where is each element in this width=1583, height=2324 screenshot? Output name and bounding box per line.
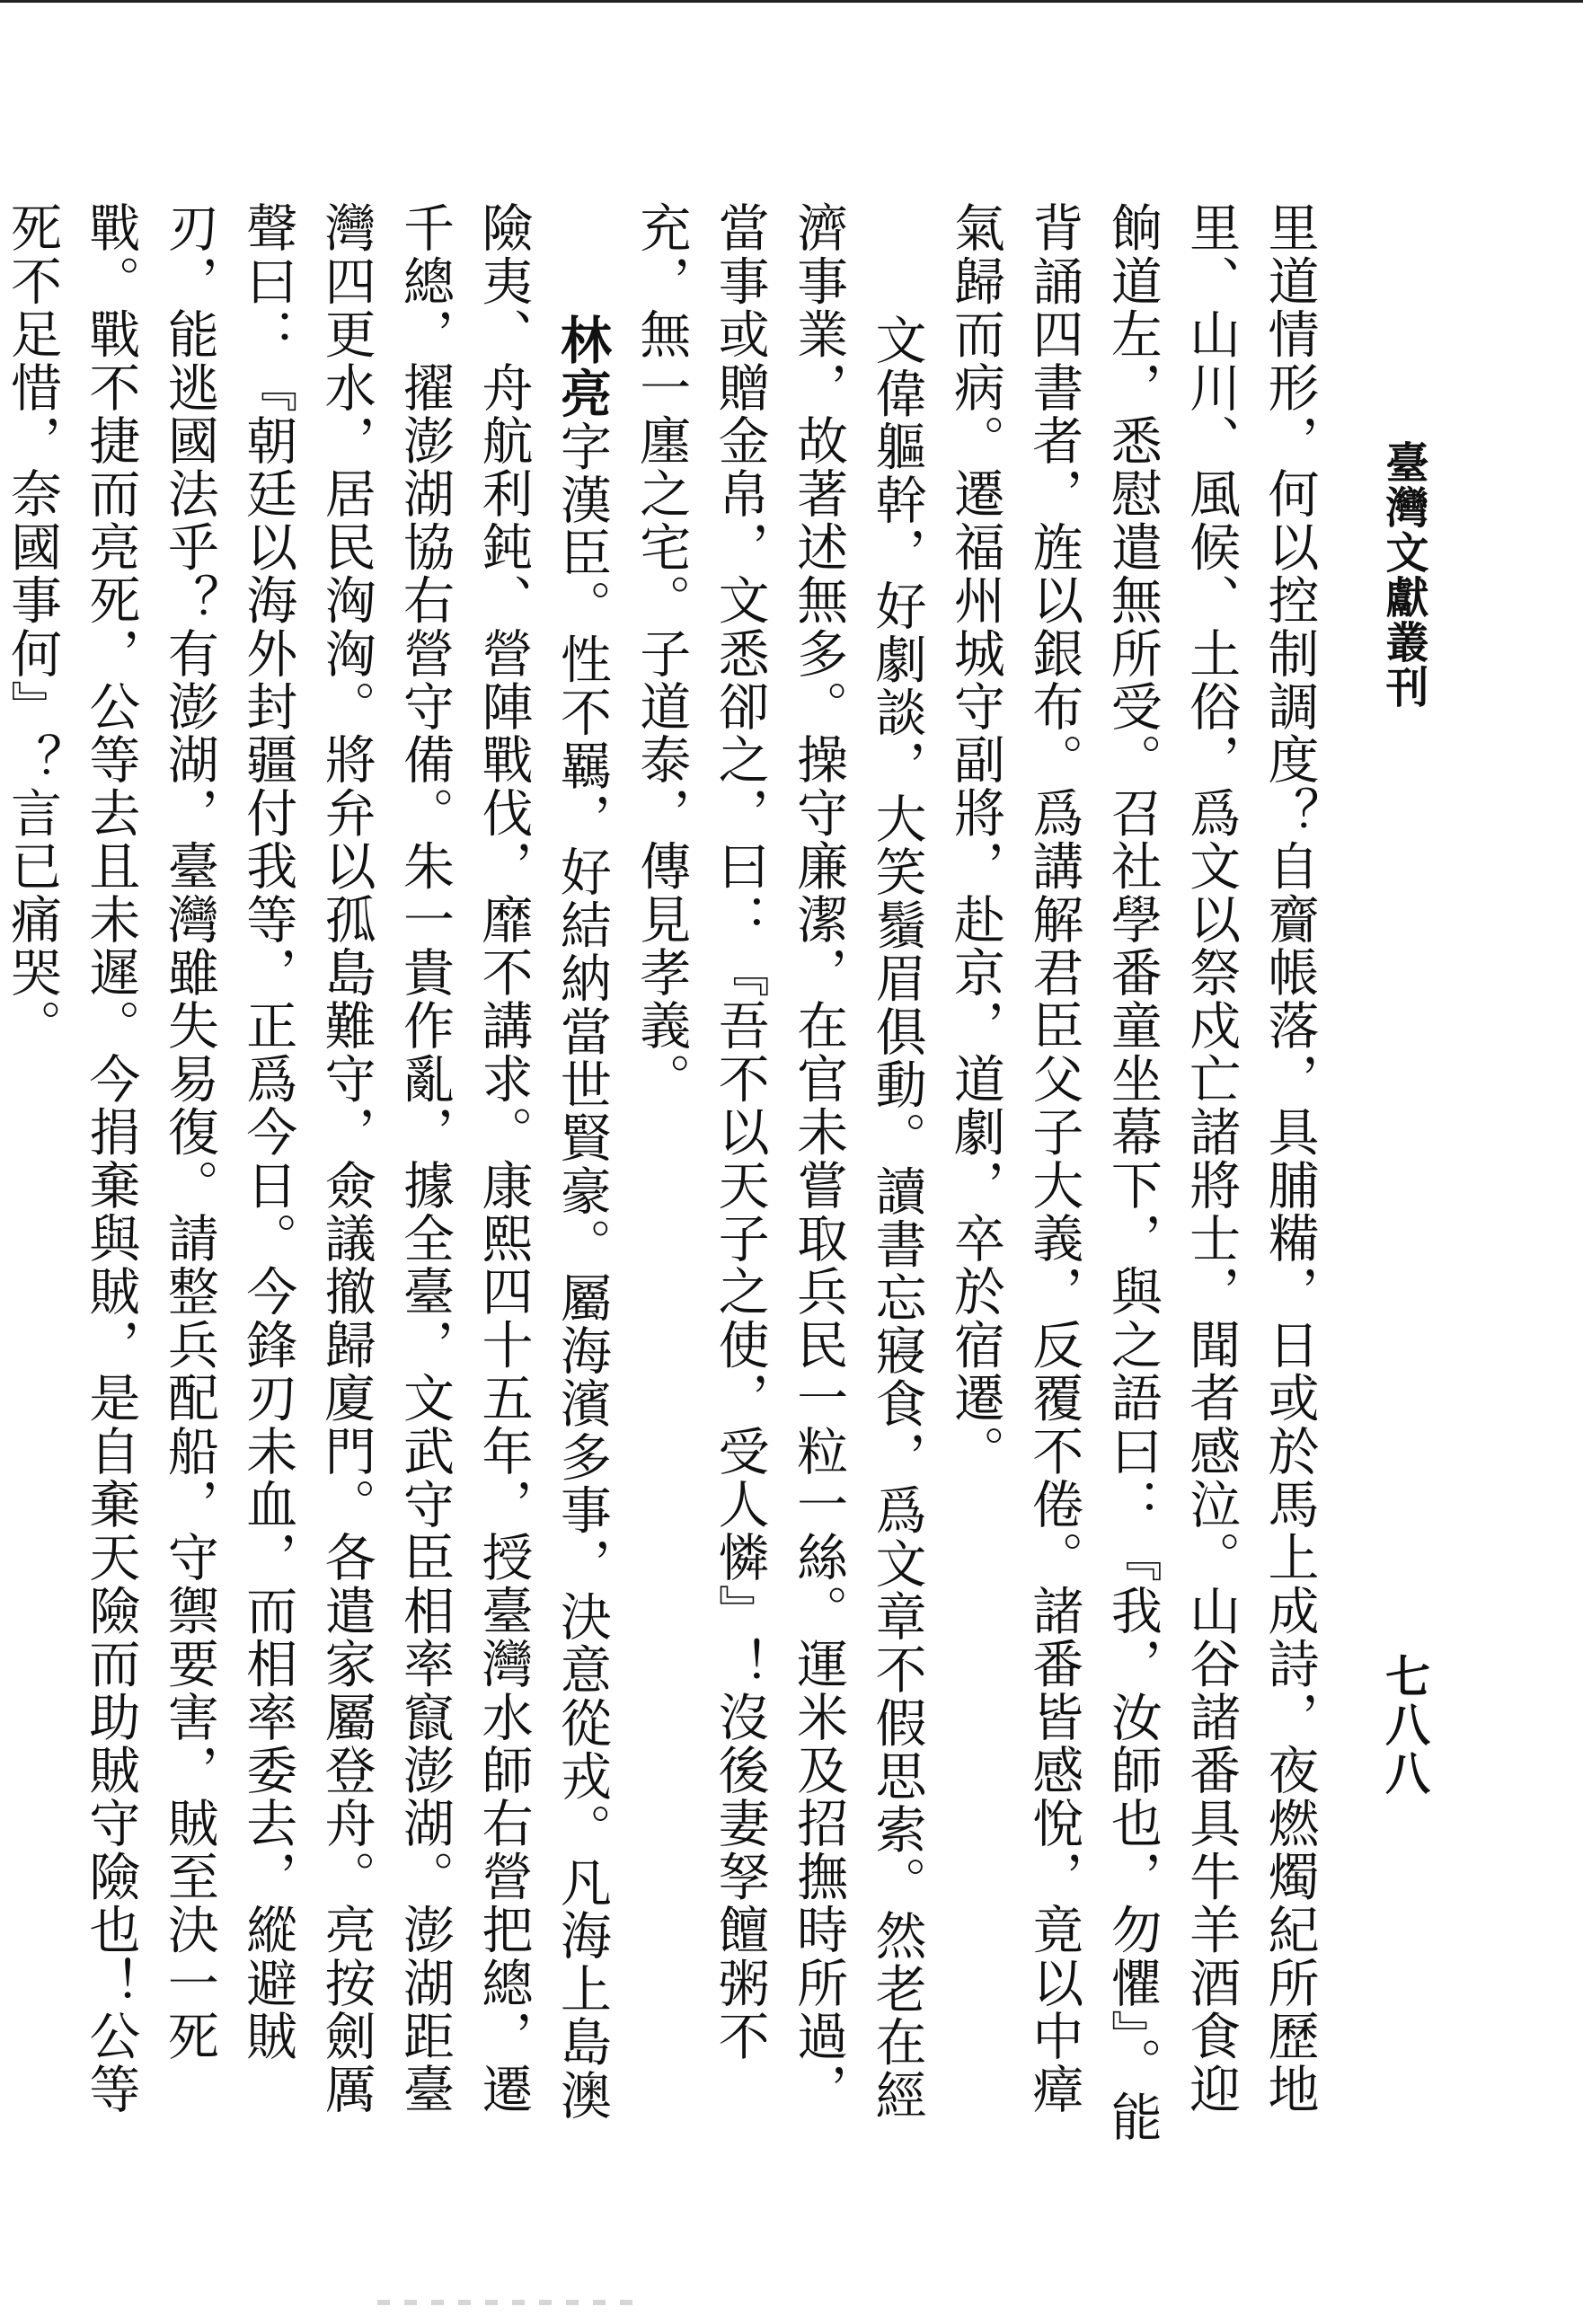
- person-name-lin-liang: 林亮: [552, 314, 613, 420]
- scan-artifact: [377, 2300, 647, 2305]
- top-border-rule: [0, 0, 1583, 3]
- journal-title: 臺灣文獻叢刊: [1378, 440, 1428, 710]
- paragraph-lin-liang: [0, 201, 621, 2160]
- paragraph-lin-liang-text: 字漢臣。性不羈，好結納當世賢豪。屬海濱多事，決意從戎。凡海上島澳險夷、舟航利鈍、營陣戰伐，靡不講求。康熙四十五年，授臺灣水師右營把總，遷千總，擢澎湖協右營守備。朱一貴作亂，據全臺，文武守臣相率竄澎湖。澎湖距臺灣四更水，居民洶洶。將弁以孤島難守，僉議撤歸廈門。各遣家屬登舟。亮按劍厲聲曰：『朝廷以海外封疆付我等，正爲今日。今鋒刃未血，而相率委去，縱避賊刃，能逃國法乎？有澎湖，臺灣雖失易復。請整兵配船，守禦要害，賊至決一死戰。戰不捷而亮死，公等去且未遲。今捐棄與賊，是自棄天險而助賊守險也！公等死不足惜，奈國事何』？言已痛哭。: [2, 201, 612, 2123]
- body-text: [2, 201, 1328, 2160]
- paragraph-wen-wei: 文偉軀幹，好劇談，大笑鬚眉俱動。讀書忘寢食，爲文章不假思索。然老在經濟事業，故著述無多。操守廉潔，在官未嘗取兵民一粒一絲。運米及招撫時所過，當事或贈金帛，文悉卻之，曰：『吾不以天子之使，受人憐』！沒後妻孥饘粥不充，無一廛之宅。子道泰，傳見孝義。: [631, 201, 926, 2123]
- page-number: 七八八: [1378, 1653, 1431, 1798]
- paragraph-continuation: 里道情形，何以控制調度？自齎帳落，具脯糒，日或於馬上成詩，夜燃燭紀所歷地里、山川、風候、土俗，爲文以祭戍亡諸將士，聞者感泣。山谷諸番具牛羊酒食迎餉道左，悉慰遣無所受。召社學番童坐幕下，與之語曰：『我，汝師也，勿懼』。能背誦四書者，旌以銀布。爲講解君臣父子大義，反覆不倦。諸番皆感悅，竟以中瘴氣歸而病。遷福州城守副將，赴京，道劇，卒於宿遷。: [945, 201, 1319, 2143]
